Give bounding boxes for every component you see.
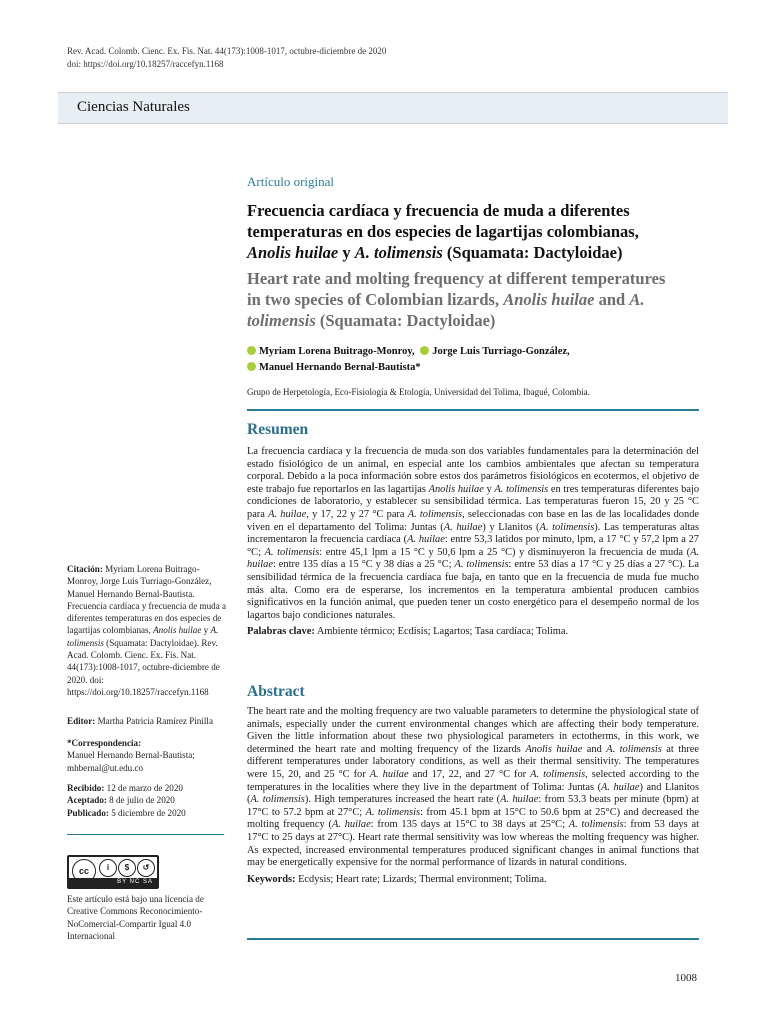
dates-block: [67, 782, 229, 819]
title-es-line1: Frecuencia cardíaca y frecuencia de muda a diferentes: [247, 201, 630, 220]
correspondence-email[interactable]: mhbernal@ut.edu.co: [67, 762, 144, 773]
title-english: [247, 268, 697, 331]
accepted-value: 8 de julio de 2020: [106, 795, 175, 806]
editor-label: Editor:: [67, 716, 96, 726]
title-es-species2: A. tolimensis: [354, 243, 443, 262]
abstract-keywords: [247, 874, 699, 887]
accepted-label: Aceptado:: [67, 795, 107, 806]
published-date: [67, 807, 229, 819]
title-spanish: [247, 200, 687, 263]
article-type: Artículo original: [247, 174, 335, 189]
published-value: 5 diciembre de 2020: [108, 807, 186, 818]
author-1: Myriam Lorena Buitrago-Monroy,: [259, 346, 415, 357]
resumen-heading: Resumen: [247, 421, 309, 438]
correspondence-label-text: *Correspondencia:: [67, 738, 142, 748]
abstract-heading: Abstract: [247, 683, 305, 700]
editor-block: [67, 715, 229, 727]
author-3: Manuel Hernando Bernal-Bautista*: [259, 362, 421, 373]
published-label: Publicado:: [67, 807, 109, 818]
accepted-date: [67, 794, 229, 806]
cc-icon: cc: [72, 859, 96, 883]
sidebar-divider: [67, 834, 224, 835]
sa-icon: ↺: [137, 859, 155, 877]
affiliation: Grupo de Herpetología, Eco-Fisiología & Etología, Universidad del Tolima, Ibagué, Colombia.: [247, 387, 590, 397]
abstract-body: The heart rate and the molting frequency are two valuable parameters to determine the physiological state of animals, especially under the current environmental changes which are affecting their body temperature. Given the little information about these two physiological parameters in ectotherms, in this work, we determined the heart rate and molting frequency of the lizards Anolis huilae and A. tolimensis at three different temperatures under laboratory conditions, as well as their thermal sensitivity. The temperatures were 15, 20, and 25 °C for A. huilae and 17, 22, and 27 °C for A. tolimensis, selected according to the temperatures in the localities where they live in the department of Tolima: Juntas (A. huilae) and Llanitos (A. tolimensis). High temperatures increased the heart rate (A. huilae: from 53.3 beats per minute (bpm) at 17°C to 57.2 bpm at 27°C; A. tolimensis: from 45.1 bpm at 15°C to 50.6 bpm at 25°C) and decreased the molting frequency (A. huilae: from 135 days at 15°C to 38 days at 25°C; A. tolimensis: from 53 days at 17°C to 25 days at 27°C). Heart rate thermal sensitivity was low whereas the molting frequency was higher. As expected, increased environmental temperatures produced significant changes in animal functions that may be energetically expensive for the normal performance of lizards in natural conditions. Keywords: Ecdysis; Heart rate; Lizards; Thermal environment; Tolima.: [247, 706, 700, 885]
author-list: [247, 344, 707, 376]
author-2: Jorge Luis Turriago-González,: [432, 346, 570, 357]
section-banner: [58, 92, 728, 124]
cc-license-badge[interactable]: [67, 855, 159, 889]
nc-icon: $: [118, 859, 136, 877]
title-en-species2: A. tolimensis: [247, 290, 645, 330]
authors-line1: [247, 344, 707, 360]
resumen-keywords-text: Ambiente térmico; Ecdisis; Lagartos; Tasa cardíaca; Tolima.: [314, 626, 569, 638]
title-es-line2: temperaturas en dos especies de lagartijas colombianas,: [247, 222, 639, 241]
citation-block: [67, 563, 229, 698]
orcid-icon[interactable]: [420, 346, 429, 355]
page-number: 1008: [675, 972, 697, 984]
received-label: Recibido:: [67, 783, 105, 793]
citation-label: Citación:: [67, 564, 103, 574]
editor-name: Martha Patricia Ramírez Pinilla: [95, 716, 213, 726]
resumen-body: La frecuencia cardíaca y la frecuencia de muda son dos variables fundamentales para la determinación del estado fisiológico de un animal, en especial ante los cambios ambientales que afectan su temperatura corporal. Debido a la poca información sobre estos dos parámetros fisiológicos en ecotermos, el objetivo de este trabajo fue reportarlos en las lagartijas Anolis huilae y A. tolimensis en tres temperaturas diferentes bajo condiciones de laboratorio, y establecer su sensibilidad térmica. Las temperaturas fueron 15, 20 y 25 °C para A. huilae, y 17, 22 y 27 °C para A. tolimensis, seleccionadas con base en las de las localidades donde viven en el departamento del Tolima: Juntas (A. huilae) y Llanitos (A. tolimensis). Las temperaturas altas incrementaron la frecuencia cardíaca (A. huilae: entre 53,3 latidos por minuto, lpm, a 17 °C y 57,2 lpm a 27 °C; A. tolimensis: entre 45,1 lpm a 15 °C y 50,6 lpm a 25 °C) y disminuyeron la frecuencia de muda (A. huilae: entre 135 días a 15 °C y 38 días a 25 °C; A. tolimensis: entre 53 días a 17 °C y 25 días a 27 °C). La sensibilidad térmica de la frecuencia cardíaca fue baja, en tanto que en la frecuencia de muda fue mucho más alta. Como era de esperarse, los incrementos en la temperatura ambiental producen cambios significativos en la función animal, que pueden tener un costo energético para el desempeño normal de los lagartos bajo condiciones naturales. Palabras clave: Ambiente térmico; Ecdisis; Lagartos; Tasa cardíaca; Tolima.: [247, 446, 700, 638]
received-date: [67, 782, 229, 794]
correspondence-name: Manuel Hernando Bernal-Bautista;: [67, 750, 195, 761]
by-icon: i: [99, 859, 117, 877]
resumen-keywords: [247, 626, 699, 639]
orcid-icon[interactable]: [247, 362, 256, 371]
authors-line2: [247, 360, 707, 376]
citation-text: Myriam Lorena Buitrago-Monroy, Jorge Luis Turriago-González, Manuel Hernando Bernal-Bautista. Frecuencia cardíaca y frecuencia de muda a diferentes temperaturas en dos especies de lagartijas colombianas,: [67, 564, 227, 636]
cc-badge-text: BY NC SA: [69, 878, 157, 887]
journal-citation-line: Rev. Acad. Colomb. Cienc. Ex. Fis. Nat. 44(173):1008-1017, octubre-diciembre de 2020: [67, 46, 387, 56]
title-es-tail: (Squamata: Dactyloidae): [442, 243, 623, 262]
doi-line[interactable]: doi: https://doi.org/10.18257/raccefyn.1168: [67, 59, 224, 69]
citation-species2: A. tolimensis: [67, 625, 219, 648]
title-es-line3: [247, 242, 687, 263]
abstract-keywords-label: Keywords:: [247, 873, 296, 885]
title-es-y: y: [338, 243, 355, 262]
title-en-line1: Heart rate and molting frequency at different temperatures: [247, 269, 666, 288]
title-en-line2: [247, 289, 697, 331]
title-en-tail: (Squamata: Dactyloidae): [315, 311, 496, 330]
abstract-keywords-text: Ecdysis; Heart rate; Lizards; Thermal environment; Tolima.: [295, 873, 547, 885]
orcid-icon[interactable]: [247, 346, 256, 355]
resumen-keywords-label: Palabras clave:: [247, 626, 315, 638]
title-en-and: and: [594, 290, 630, 309]
received-value: 12 de marzo de 2020: [104, 783, 183, 793]
citation-y: y: [201, 625, 211, 636]
journal-reference: [67, 45, 386, 71]
license-text: Este artículo está bajo una licencia de Creative Commons Reconocimiento-NoComercial-Compartir Igual 4.0 Internacional: [67, 894, 204, 941]
title-es-species1: Anolis huilae: [247, 243, 339, 262]
divider: [247, 409, 699, 411]
correspondence-block: [67, 737, 229, 774]
correspondence-label: [67, 737, 229, 749]
section-title: Ciencias Naturales: [77, 99, 190, 115]
title-en-species1: Anolis huilae: [503, 290, 595, 309]
citation-species: Anolis huilae: [153, 625, 202, 636]
citation-tail: (Squamata: Dactyloidae). Rev. Acad. Colomb. Cienc. Ex. Fis. Nat. 44(173):1008-1017, octubre-diciembre de 2020. doi: https://doi.org/10.18257/raccefyn.1168: [67, 637, 220, 697]
divider: [247, 938, 699, 940]
title-en-line2-text: in two species of Colombian lizards,: [247, 290, 504, 309]
